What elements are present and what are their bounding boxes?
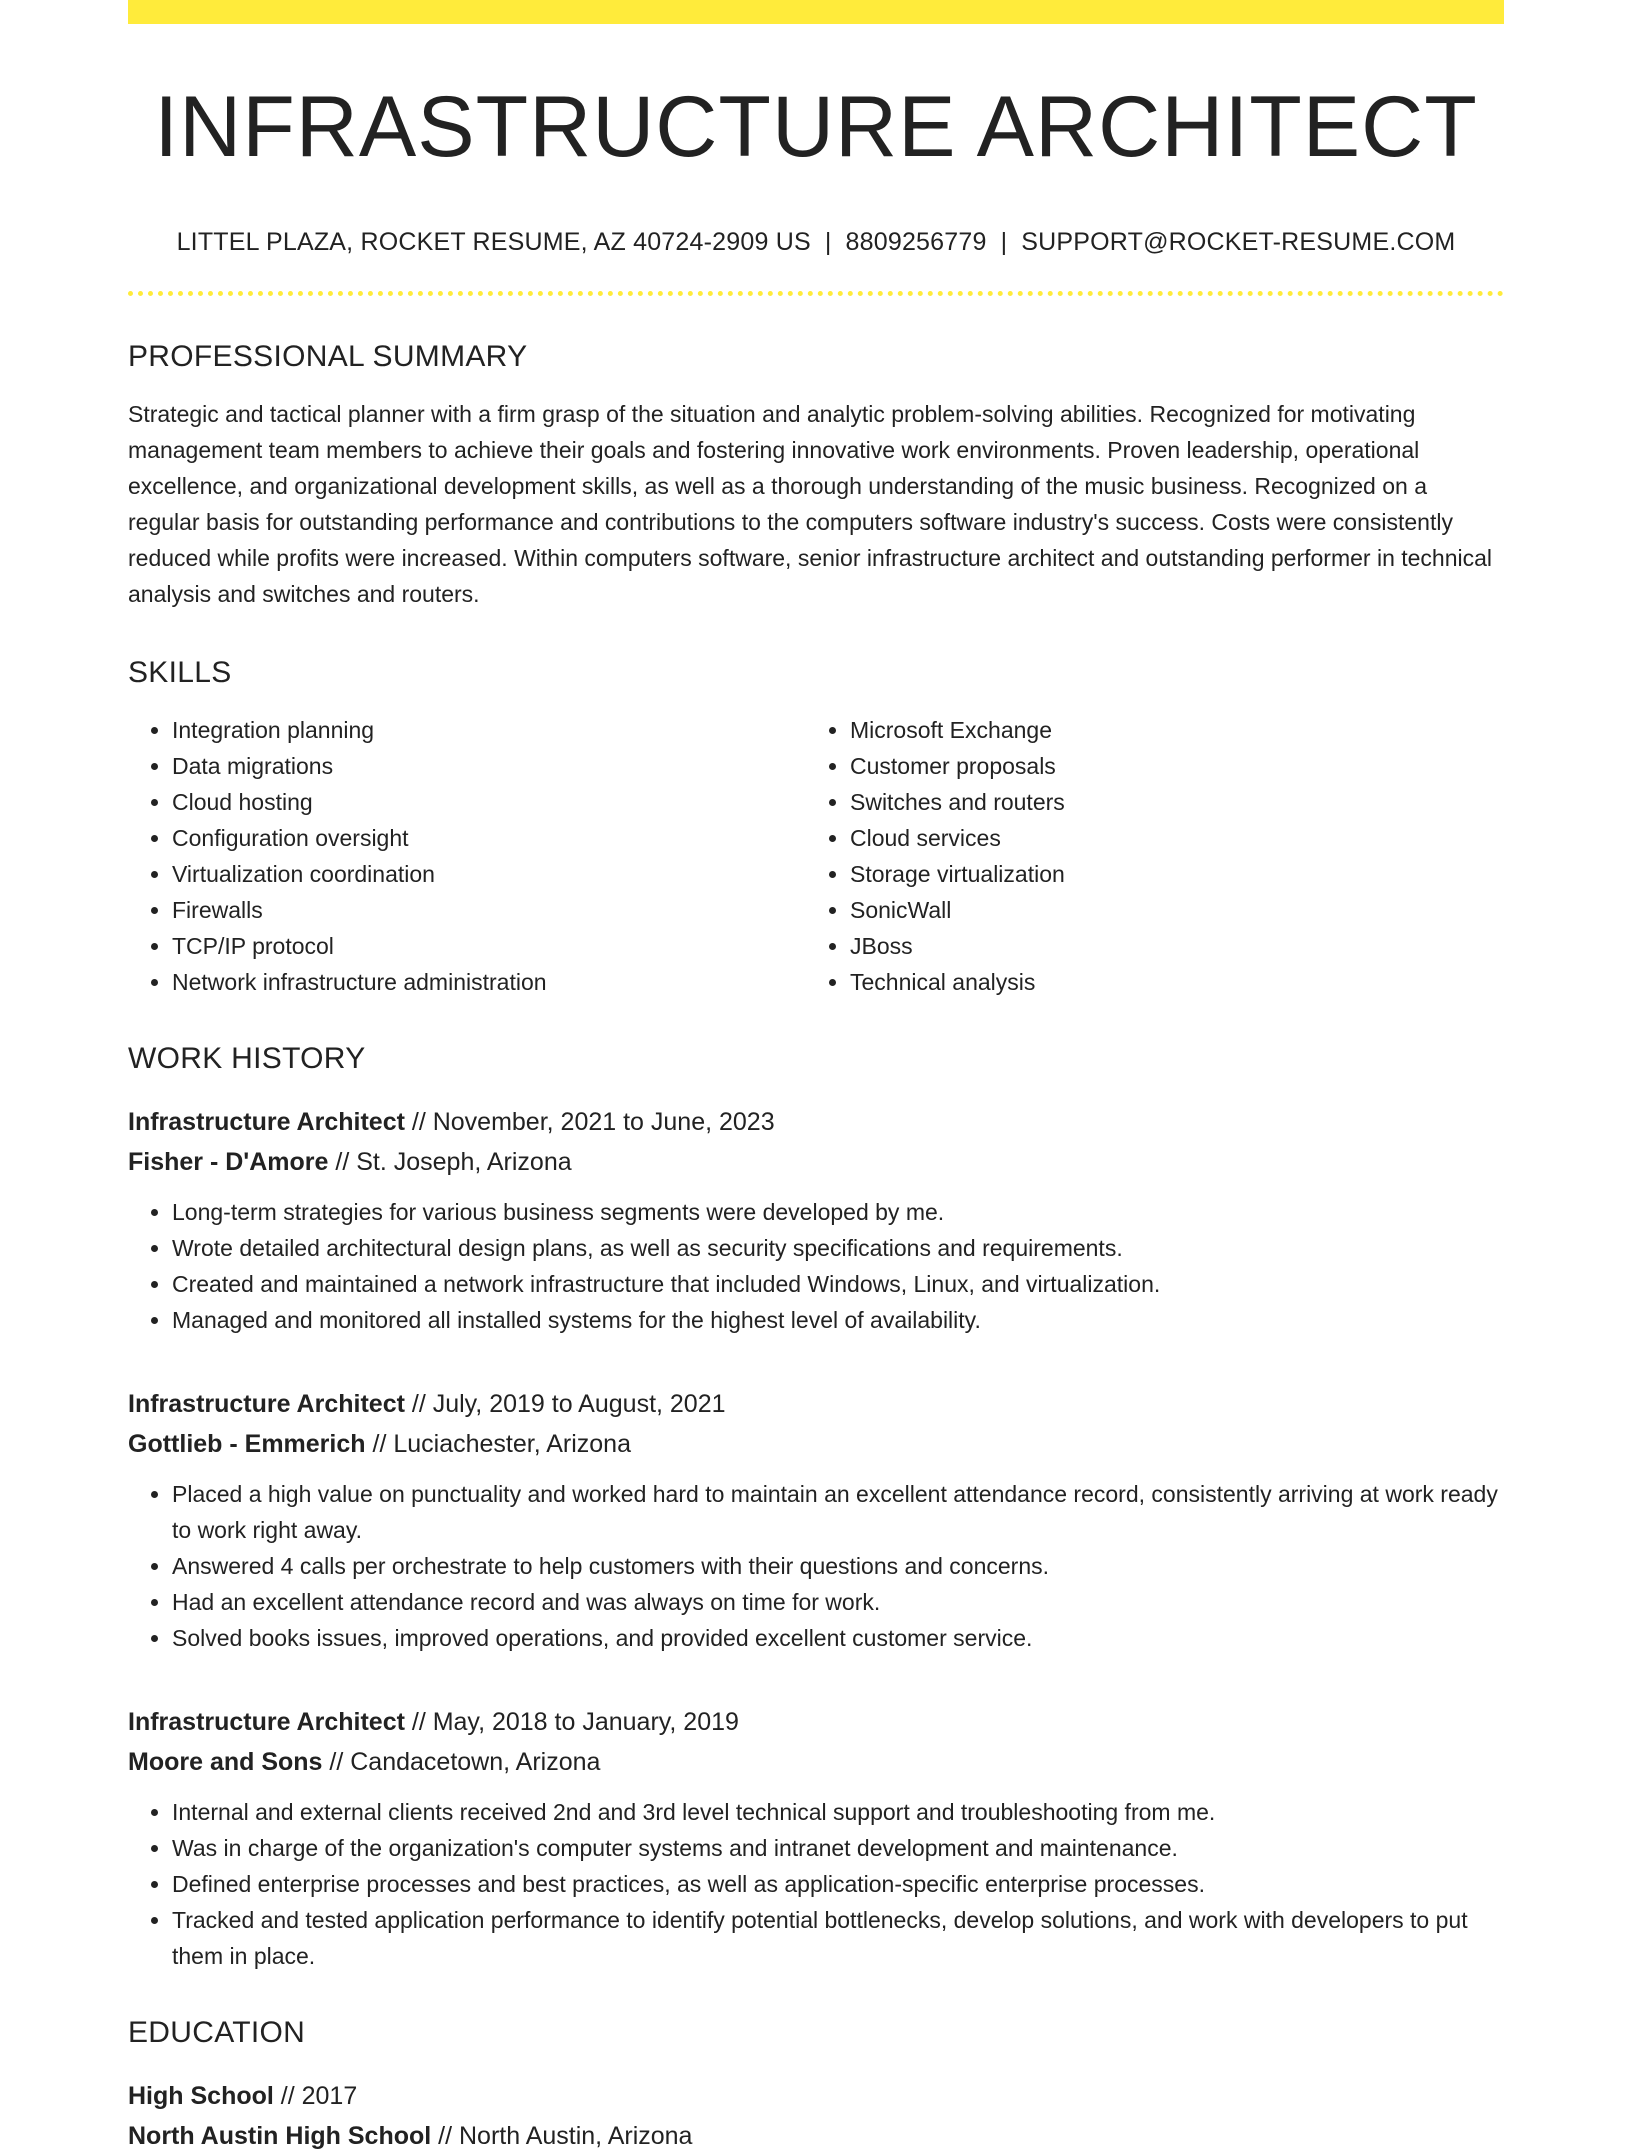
job-company: Moore and Sons <box>128 1748 323 1777</box>
job-location: // Luciachester, Arizona <box>365 1430 631 1459</box>
education-degree: High School <box>128 2082 274 2111</box>
job-entry <box>128 1102 1504 1338</box>
summary-heading: PROFESSIONAL SUMMARY <box>128 340 528 374</box>
skill-item: • Configuration oversight <box>172 820 806 856</box>
job-location: // Candacetown, Arizona <box>322 1748 601 1777</box>
skill-item: • TCP/IP protocol <box>172 928 806 964</box>
skills-list <box>128 712 1504 1000</box>
resume-title: INFRASTRUCTURE ARCHITECT <box>154 79 1478 175</box>
job-title-line <box>128 1384 1504 1424</box>
skill-item: • Cloud hosting <box>172 784 806 820</box>
job-bullets <box>128 1794 1504 1974</box>
skill-item: • Integration planning <box>172 712 806 748</box>
job-company-line <box>128 1742 1504 1782</box>
job-role: Infrastructure Architect <box>128 1708 405 1737</box>
job-entry <box>128 1702 1504 1974</box>
skill-item: • Customer proposals <box>850 748 1484 784</box>
contact-address: LITTEL PLAZA, ROCKET RESUME, AZ 40724-2909 US <box>176 228 811 257</box>
skills-heading: SKILLS <box>128 656 232 690</box>
job-location: // St. Joseph, Arizona <box>328 1148 572 1177</box>
education-school: North Austin High School <box>128 2122 432 2151</box>
skill-item: • Data migrations <box>172 748 806 784</box>
summary-text: Strategic and tactical planner with a firm grasp of the situation and analytic problem-solving abilities. Recognized for motivating management team members to achieve their goals and fostering innovative work environments. Proven leadership, operational excellence, and organizational development skills, as well as a thorough understanding of the music business. Recognized on a regular basis for outstanding performance and contributions to the computers software industry's success. Costs were consistently reduced while profits were increased. Within computers software, senior infrastructure architect and outstanding performer in technical analysis and switches and routers. <box>128 401 1493 608</box>
skill-item: • Switches and routers <box>850 784 1484 820</box>
job-title-line <box>128 1702 1504 1742</box>
work-history-heading: WORK HISTORY <box>128 1042 366 1076</box>
job-title-line <box>128 1102 1504 1142</box>
skill-item: • Storage virtualization <box>850 856 1484 892</box>
education-year: // 2017 <box>273 2082 358 2111</box>
skill-item: • Virtualization coordination <box>172 856 806 892</box>
job-company-line <box>128 1142 1504 1182</box>
skills-column-left <box>128 712 806 1000</box>
job-company: Fisher - D'Amore <box>128 1148 329 1177</box>
dotted-divider <box>128 291 1504 296</box>
job-bullet: • Created and maintained a network infrastructure that included Windows, Linux, and virtualization. <box>172 1266 1504 1302</box>
job-bullet: • Answered 4 calls per orchestrate to help customers with their questions and concerns. <box>172 1548 1504 1584</box>
job-bullet: • Placed a high value on punctuality and worked hard to maintain an excellent attendance record, consistently arriving at work ready to work right away. <box>172 1476 1504 1548</box>
job-bullet: • Defined enterprise processes and best practices, as well as application-specific enterprise processes. <box>172 1866 1504 1902</box>
job-role: Infrastructure Architect <box>128 1108 405 1137</box>
job-dates: // May, 2018 to January, 2019 <box>404 1708 739 1737</box>
job-entry <box>128 1384 1504 1656</box>
job-bullets <box>128 1476 1504 1656</box>
education-location: // North Austin, Arizona <box>431 2122 693 2151</box>
job-bullet: • Was in charge of the organization's computer systems and intranet development and maintenance. <box>172 1830 1504 1866</box>
education-degree-line <box>128 2076 1504 2116</box>
accent-bar <box>128 0 1504 24</box>
skill-item: • Firewalls <box>172 892 806 928</box>
contact-email: SUPPORT@ROCKET-RESUME.COM <box>1021 228 1456 257</box>
job-dates: // July, 2019 to August, 2021 <box>404 1390 726 1419</box>
skills-column-right <box>806 712 1484 1000</box>
contact-separator: | <box>1000 228 1008 257</box>
job-bullet: • Had an excellent attendance record and was always on time for work. <box>172 1584 1504 1620</box>
resume-page <box>128 0 1504 2156</box>
contact-separator: | <box>824 228 832 257</box>
skill-item: • Cloud services <box>850 820 1484 856</box>
job-bullet: • Tracked and tested application performance to identify potential bottlenecks, develop solutions, and work with developers to put them in place. <box>172 1902 1504 1974</box>
education-school-line <box>128 2116 1504 2156</box>
education-heading: EDUCATION <box>128 2016 306 2050</box>
contact-phone: 8809256779 <box>845 228 987 257</box>
job-company: Gottlieb - Emmerich <box>128 1430 366 1459</box>
job-bullet: • Internal and external clients received 2nd and 3rd level technical support and troubleshooting from me. <box>172 1794 1504 1830</box>
skill-item: • SonicWall <box>850 892 1484 928</box>
job-company-line <box>128 1424 1504 1464</box>
job-bullet: • Managed and monitored all installed systems for the highest level of availability. <box>172 1302 1504 1338</box>
job-bullets <box>128 1194 1504 1338</box>
skill-item: • JBoss <box>850 928 1484 964</box>
job-bullet: • Solved books issues, improved operations, and provided excellent customer service. <box>172 1620 1504 1656</box>
job-bullet: • Long-term strategies for various business segments were developed by me. <box>172 1194 1504 1230</box>
skill-item: • Microsoft Exchange <box>850 712 1484 748</box>
skill-item: • Network infrastructure administration <box>172 964 806 1000</box>
job-bullet: • Wrote detailed architectural design plans, as well as security specifications and requirements. <box>172 1230 1504 1266</box>
contact-line <box>128 228 1504 257</box>
job-dates: // November, 2021 to June, 2023 <box>404 1108 775 1137</box>
skill-item: • Technical analysis <box>850 964 1484 1000</box>
education-entry <box>128 2076 1504 2156</box>
job-role: Infrastructure Architect <box>128 1390 405 1419</box>
